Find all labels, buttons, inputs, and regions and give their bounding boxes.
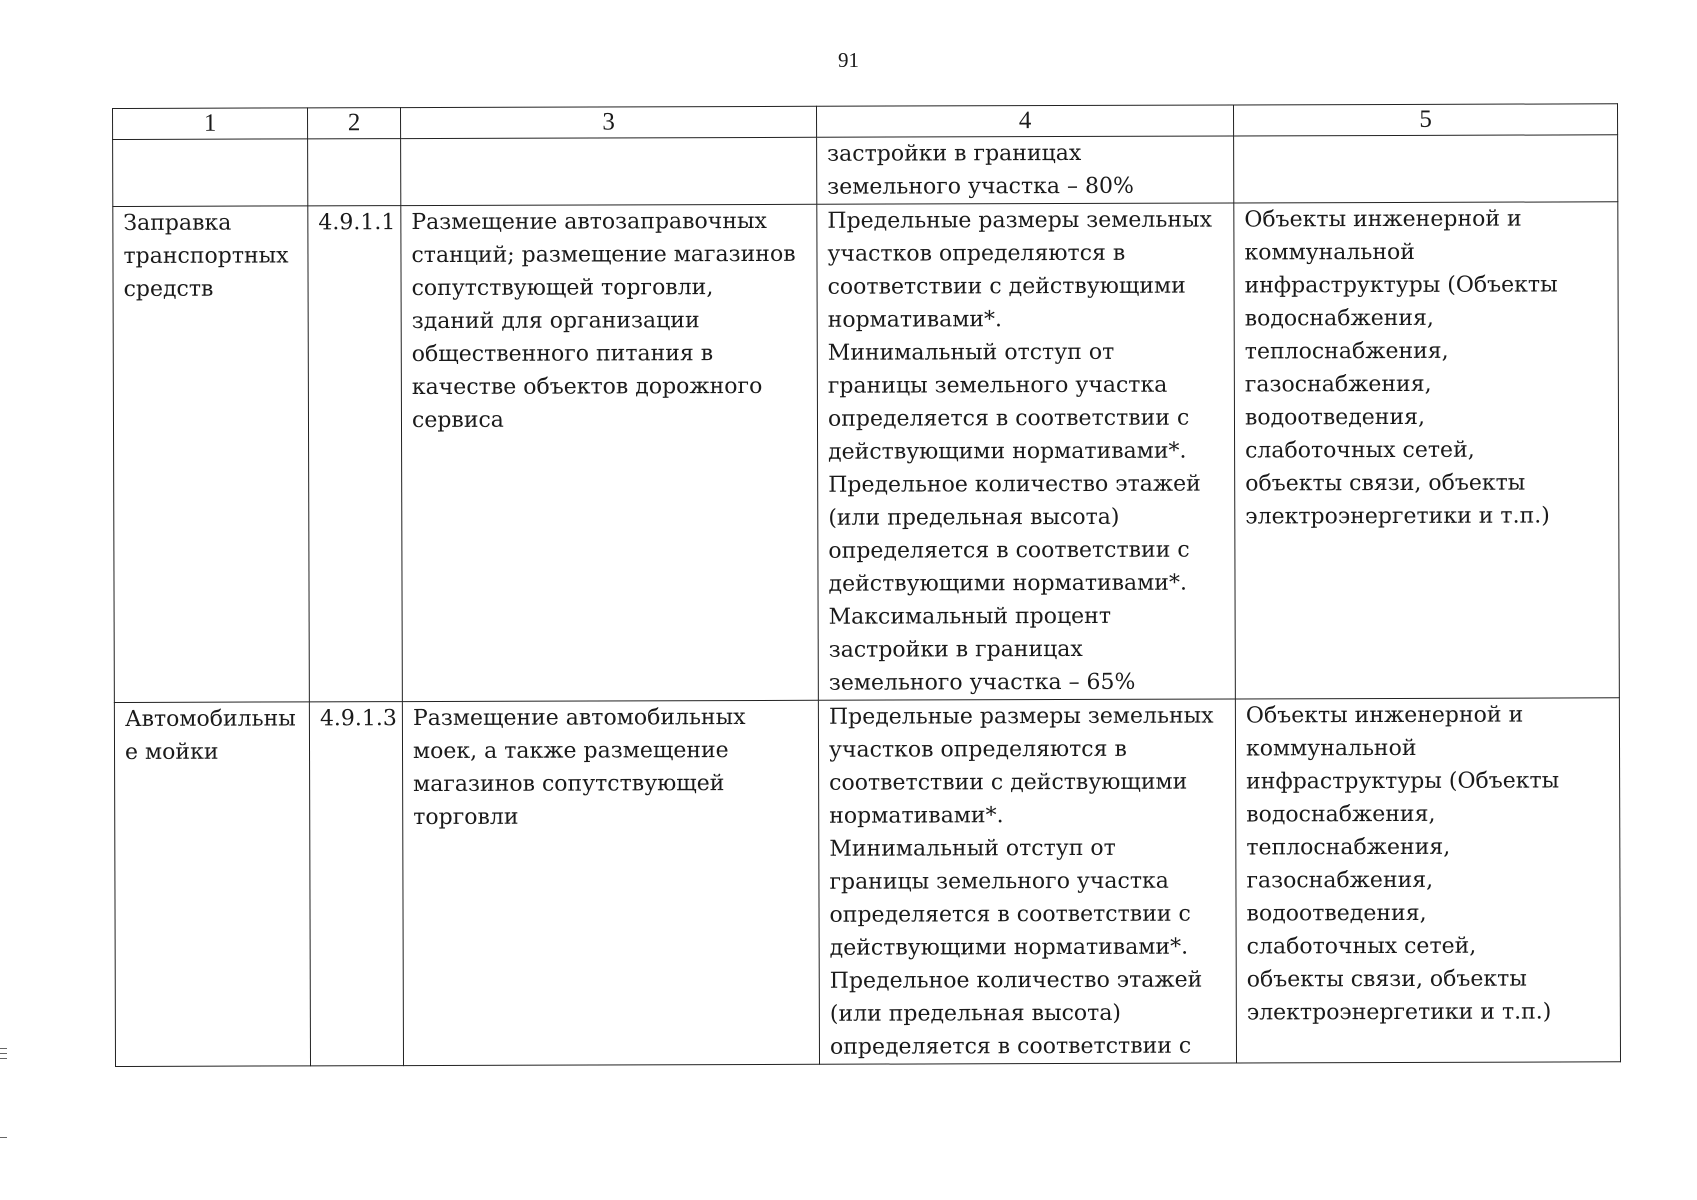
column-header-4: 4 — [816, 105, 1233, 137]
cell-line: нормативами*. — [829, 803, 1004, 829]
cell-line: границы земельного участка — [829, 868, 1169, 895]
cell-line: сервиса — [411, 407, 504, 434]
cell-line: соответствии с действующими — [829, 769, 1188, 796]
cell-line: инфраструктуры (Объекты — [1246, 768, 1560, 795]
cell-line: Объекты инженерной и — [1245, 702, 1524, 729]
cell-line: слаботочных сетей, — [1246, 933, 1477, 960]
page-number: 91 — [838, 48, 859, 72]
cell-line: (или предельная высота) — [829, 1000, 1122, 1027]
cell-line: водоснабжения, — [1246, 801, 1436, 828]
cell-line: Предельное количество этажей — [829, 967, 1203, 994]
cell-line: торговли — [413, 804, 519, 831]
margin-mark — [0, 1053, 7, 1054]
cell-line: застройки в границах — [828, 636, 1083, 663]
cell-line: определяется в соответствии с — [828, 537, 1190, 564]
cell-line: действующими нормативами*. — [828, 438, 1187, 465]
table-header-row — [113, 104, 1618, 140]
cell-line: инфраструктуры (Объекты — [1244, 272, 1558, 299]
cell-line: границы земельного участка — [827, 372, 1168, 399]
cell-line: соответствии с действующими — [827, 273, 1186, 300]
cell-line: Минимальный отступ от — [829, 835, 1116, 862]
cell-line: е мойки — [124, 739, 219, 765]
cell-line: коммунальной — [1244, 239, 1415, 266]
cell-line: нормативами*. — [827, 307, 1003, 333]
cell-line: Предельное количество этажей — [828, 471, 1201, 498]
objects-cell — [1235, 698, 1620, 1063]
margin-mark — [0, 1058, 7, 1059]
column-header-1: 1 — [113, 108, 308, 140]
cell-line: теплоснабжения, — [1246, 834, 1451, 861]
table-row-zapravka — [113, 202, 1620, 703]
cell-line: общественного питания в — [411, 341, 714, 368]
cell-line: (или предельная высота) — [828, 504, 1120, 531]
cell-line: водоотведения, — [1246, 900, 1427, 927]
cell-line: моек, а также размещение — [412, 738, 729, 765]
cell-line: теплоснабжения, — [1244, 338, 1449, 365]
description-cell — [402, 700, 819, 1065]
parameters-cell — [817, 136, 1234, 204]
table-row-moyki — [114, 698, 1620, 1067]
margin-mark — [0, 1137, 7, 1138]
cell-line: электроэнергетики и т.п.) — [1246, 999, 1552, 1026]
cell-line: Размещение автозаправочных — [411, 208, 767, 236]
cell-line: водоотведения, — [1244, 404, 1426, 431]
cell-line: определяется в соответствии с — [827, 405, 1190, 432]
cell-line: объекты связи, объекты — [1246, 966, 1527, 993]
column-header-2: 2 — [308, 108, 401, 139]
objects-cell — [1234, 202, 1620, 699]
cell-line: качестве объектов дорожного — [411, 373, 763, 401]
cell-line: Минимальный отступ от — [827, 339, 1115, 366]
cell-line: Предельные размеры земельных — [827, 207, 1212, 234]
cell-line: Максимальный процент — [828, 603, 1112, 630]
code-cell: 4.9.1.1 — [308, 206, 403, 702]
cell-line: действующими нормативами*. — [829, 934, 1189, 961]
name-cell — [113, 206, 310, 703]
zoning-table — [112, 103, 1621, 1067]
parameters-cell — [817, 203, 1236, 700]
column-header-3: 3 — [401, 106, 817, 138]
code-cell — [308, 139, 401, 206]
name-cell — [113, 139, 308, 207]
cell-line: определяется в соответствии с — [829, 1033, 1192, 1060]
cell-line: водоснабжения, — [1244, 305, 1434, 332]
cell-line: Размещение автомобильных — [412, 705, 746, 732]
cell-line: участков определяются в — [828, 736, 1127, 763]
cell-line: Предельные размеры земельных — [828, 703, 1214, 730]
cell-line: газоснабжения, — [1246, 867, 1434, 894]
cell-line: Объекты инженерной и — [1244, 206, 1522, 233]
table-row-continued — [113, 135, 1618, 207]
cell-line: участков определяются в — [827, 240, 1126, 267]
cell-line: объекты связи, объекты — [1245, 470, 1526, 497]
cell-line: зданий для организации — [411, 308, 700, 335]
cell-line: сопутствующей торговли, — [411, 275, 714, 302]
cell-line: земельного участка – 65% — [828, 669, 1136, 696]
objects-cell — [1234, 135, 1618, 203]
margin-mark — [0, 1048, 7, 1049]
cell-line: определяется в соответствии с — [829, 901, 1191, 928]
cell-line: коммунальной — [1245, 735, 1417, 762]
code-cell: 4.9.1.3 — [309, 702, 403, 1066]
cell-line: средств — [123, 276, 214, 302]
cell-line: Автомобильны — [124, 706, 296, 732]
cell-line: станций; размещение магазинов — [411, 241, 796, 269]
cell-line: действующими нормативами*. — [828, 570, 1187, 597]
cell-line: электроэнергетики и т.п.) — [1245, 503, 1550, 530]
parameters-line: земельного участка – 80% — [827, 173, 1134, 200]
parameters-line: застройки в границах — [827, 140, 1082, 167]
cell-line: магазинов сопутствующей — [413, 771, 725, 798]
cell-line: газоснабжения, — [1244, 371, 1432, 398]
description-cell — [401, 204, 819, 701]
cell-line: Заправка — [123, 210, 232, 236]
description-cell — [401, 137, 817, 205]
parameters-cell — [818, 699, 1236, 1064]
name-cell — [114, 702, 310, 1067]
cell-line: транспортных — [123, 243, 289, 269]
column-header-5: 5 — [1233, 104, 1617, 136]
cell-line: слаботочных сетей, — [1245, 437, 1475, 464]
